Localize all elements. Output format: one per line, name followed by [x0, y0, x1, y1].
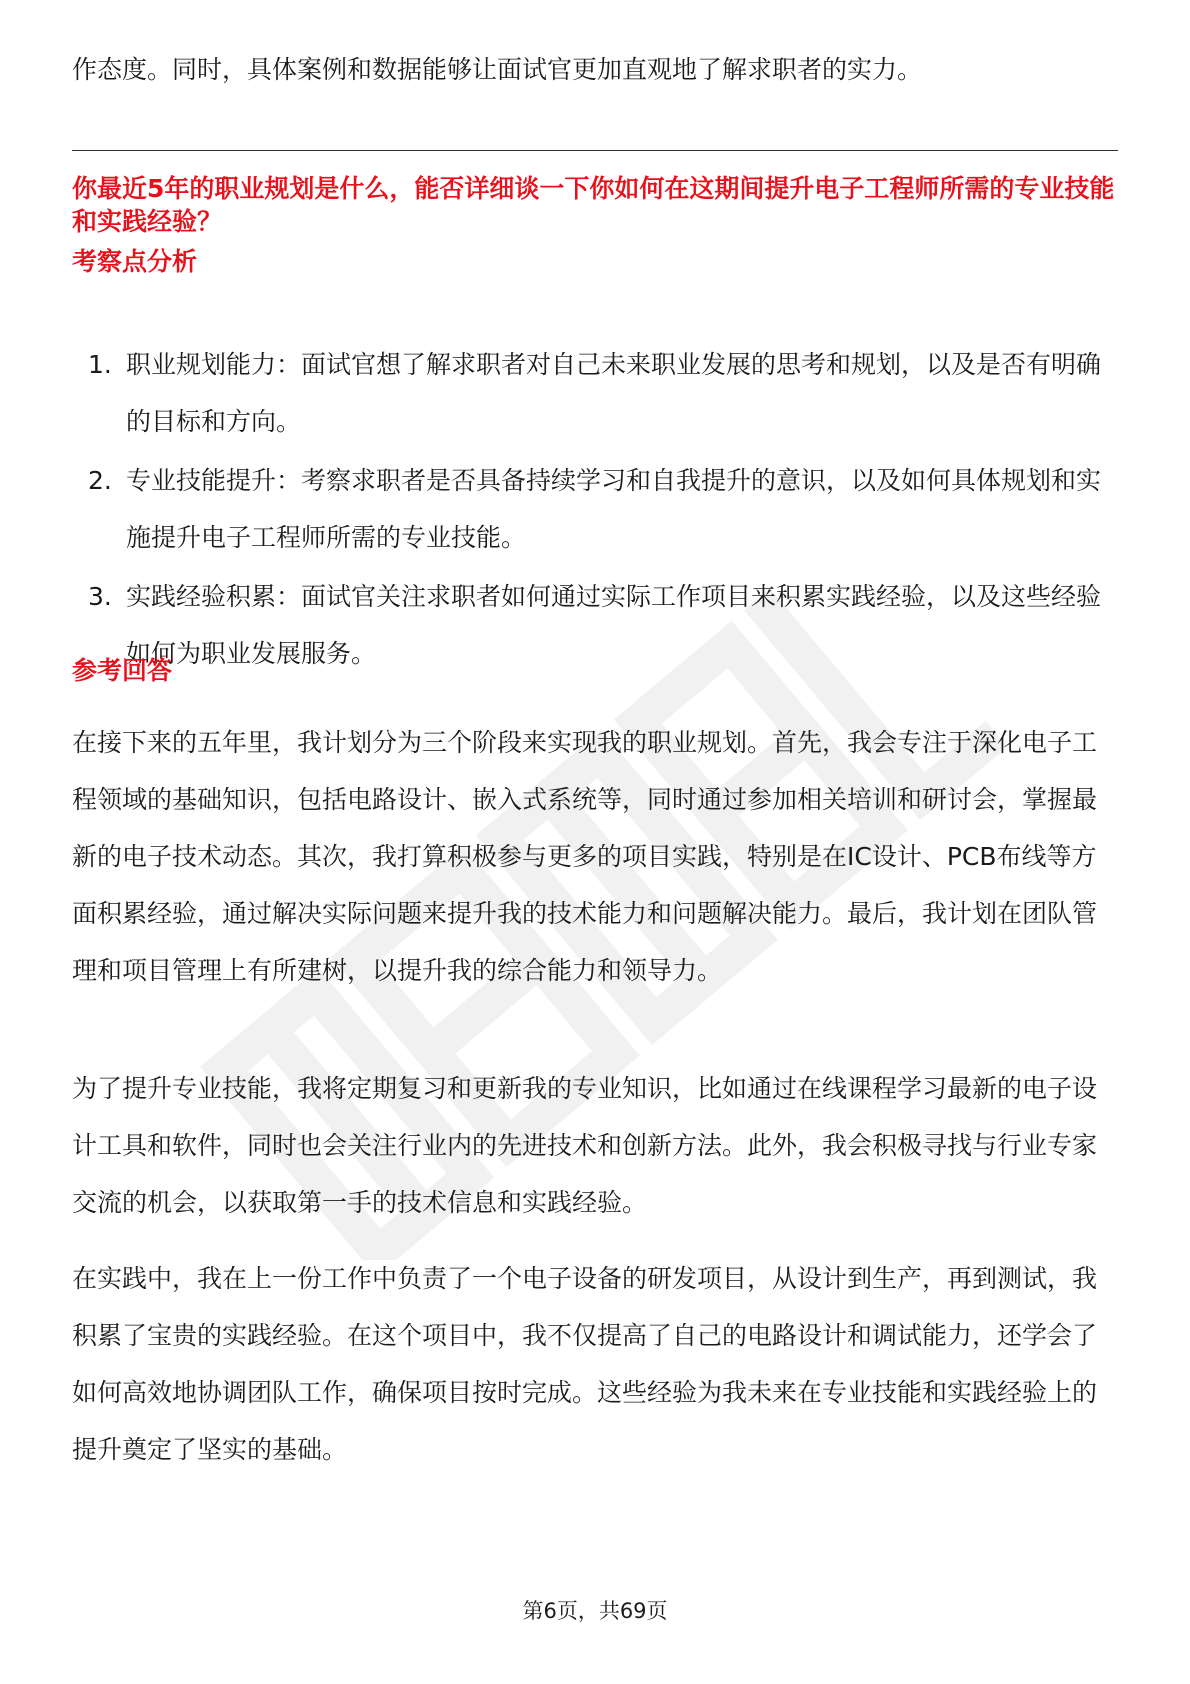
question-heading: 你最近5年的职业规划是什么，能否详细谈一下你如何在这期间提升电子工程师所需的专业技能和实践经验？	[72, 174, 1115, 236]
analysis-item	[72, 568, 1118, 682]
analysis-item-text: 专业技能提升：考察求职者是否具备持续学习和自我提升的意识，以及如何具体规划和实施提升电子工程师所需的专业技能。	[126, 466, 1102, 552]
answer-paragraph: 在接下来的五年里，我计划分为三个阶段来实现我的职业规划。首先，我会专注于深化电子工程领域的基础知识，包括电路设计、嵌入式系统等，同时通过参加相关培训和研讨会，掌握最新的电子技术动态。其次，我打算积极参与更多的项目实践，特别是在IC设计、PCB布线等方面积累经验，通过解决实际问题来提升我的技术能力和问题解决能力。最后，我计划在团队管理和项目管理上有所建树，以提升我的综合能力和领导力。	[72, 728, 1098, 985]
analysis-list	[72, 336, 1118, 684]
analysis-heading: 考察点分析	[72, 247, 198, 276]
section-divider	[72, 150, 1118, 151]
analysis-item-number: 1.	[88, 350, 112, 379]
answer-paragraph: 为了提升专业技能，我将定期复习和更新我的专业知识，比如通过在线课程学习最新的电子设计工具和软件，同时也会关注行业内的先进技术和创新方法。此外，我会积极寻找与行业专家交流的机会，以获取第一手的技术信息和实践经验。	[72, 1074, 1098, 1217]
page-number: 第6页，共69页	[522, 1599, 668, 1623]
analysis-item-number: 2.	[88, 466, 112, 495]
analysis-item-text: 职业规划能力：面试官想了解求职者对自己未来职业发展的思考和规划，以及是否有明确的目标和方向。	[126, 350, 1102, 436]
analysis-item-text: 实践经验积累：面试官关注求职者如何通过实际工作项目来积累实践经验，以及这些经验如何为职业发展服务。	[126, 582, 1102, 668]
answer-paragraph: 在实践中，我在上一份工作中负责了一个电子设备的研发项目，从设计到生产，再到测试，我积累了宝贵的实践经验。在这个项目中，我不仅提高了自己的电路设计和调试能力，还学会了如何高效地协调团队工作，确保项目按时完成。这些经验为我未来在专业技能和实践经验上的提升奠定了坚实的基础。	[72, 1264, 1098, 1464]
intro-text: 作态度。同时，具体案例和数据能够让面试官更加直观地了解求职者的实力。	[72, 55, 923, 84]
analysis-item	[72, 452, 1118, 566]
analysis-item-number: 3.	[88, 582, 112, 611]
answer-heading: 参考回答	[72, 656, 173, 685]
analysis-item	[72, 336, 1118, 450]
